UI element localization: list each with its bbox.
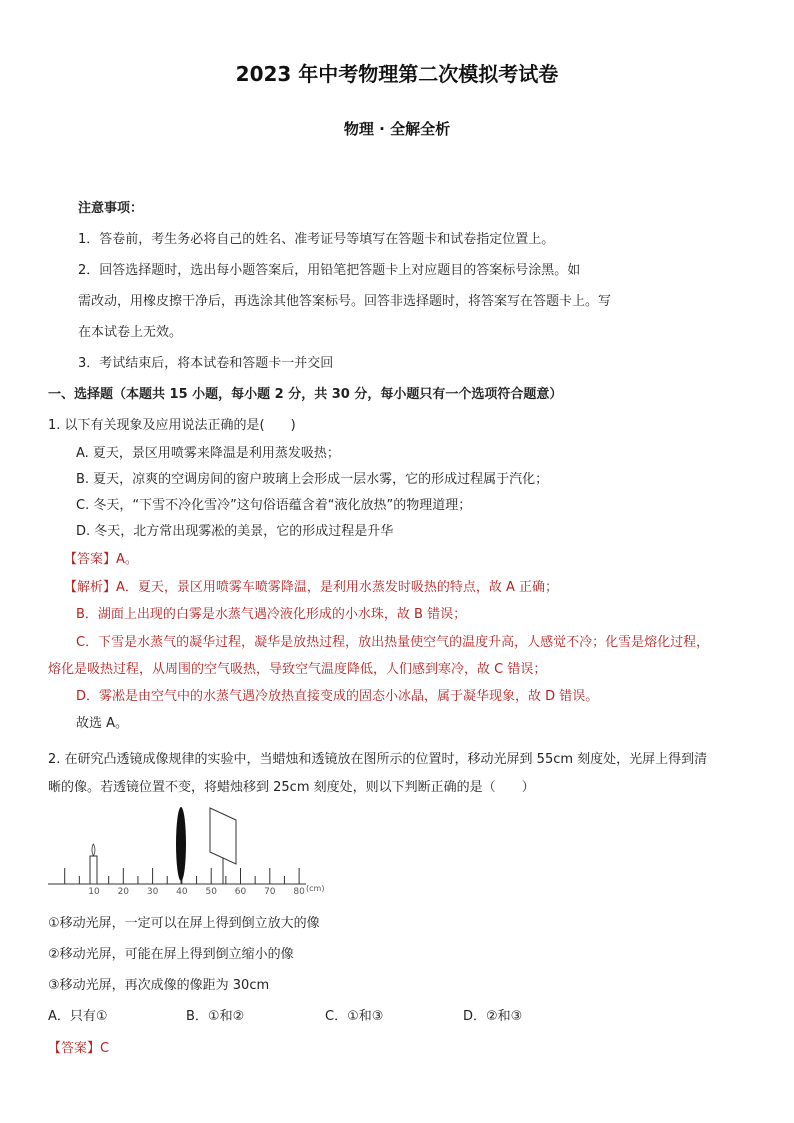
section-heading: 一、选择题（本题共 15 小题，每小题 2 分，共 30 分，每小题只有一个选项符合题意） — [48, 387, 563, 402]
q1-option-d: D. 冬天，北方常出现雾凇的美景，它的形成过程是升华 — [76, 524, 394, 539]
page-subtitle: 物理 · 全解全析 — [343, 120, 451, 138]
q1-explanation-c-line-1: C．下雪是水蒸气的凝华过程，凝华是放热过程，放出热量使空气的温度升高，人感觉不冷；化雪是熔化过程， — [76, 635, 710, 650]
q1-explanation-b: B．湖面上出现的白雾是水蒸气遇冷液化形成的小水珠，故 B 错误； — [76, 607, 467, 622]
candle-icon — [90, 844, 97, 884]
q1-option-c: C. 冬天，“下雪不冷化雪冷”这句俗语蕴含着“液化放热”的物理道理； — [76, 498, 472, 513]
q2-statement-3: ③移动光屏，再次成像的像距为 30cm — [48, 978, 270, 993]
ruler-label: 10 — [88, 887, 100, 897]
ruler-unit: (cm) — [306, 884, 325, 893]
q2-stem-line-1: 2. 在研究凸透镜成像规律的实验中，当蜡烛和透镜放在图所示的位置时，移动光屏到 55cm 刻度处，光屏上得到清 — [48, 752, 708, 767]
q2-option-d: D．②和③ — [463, 1009, 523, 1024]
notice-item-2-line-1: 2．回答选择题时，选出每小题答案后，用铅笔把答题卡上对应题目的答案标号涂黑。如 — [78, 263, 581, 278]
q2-statement-2: ②移动光屏，可能在屏上得到倒立缩小的像 — [48, 947, 294, 962]
q1-option-b: B. 夏天，凉爽的空调房间的窗户玻璃上会形成一层水雾，它的形成过程属于汽化； — [76, 472, 549, 487]
ruler-labels — [88, 887, 305, 897]
ruler-label: 20 — [117, 887, 130, 897]
notice-item-3: 3．考试结束后，将本试卷和答题卡一并交回 — [78, 356, 334, 371]
ruler-label: 30 — [146, 887, 159, 897]
notice-item-1: 1．答卷前，考生务必将自己的姓名、准考证号等填写在答题卡和试卷指定位置上。 — [78, 232, 555, 247]
q2-option-b: B．①和② — [186, 1009, 245, 1024]
q1-stem: 1. 以下有关现象及应用说法正确的是( ) — [48, 418, 296, 433]
q1-explanation-c-line-2: 熔化是吸热过程，从周围的空气吸热，导致空气温度降低，人们感到寒冷，故 C 错误； — [48, 662, 547, 677]
q1-option-a: A. 夏天，景区用喷雾来降温是利用蒸发吸热； — [76, 446, 340, 461]
q1-explanation-d: D．雾凇是由空气中的水蒸气遇冷放热直接变成的固态小冰晶，属于凝华现象，故 D 错误。 — [76, 689, 599, 704]
q2-statement-1: ①移动光屏，一定可以在屏上得到倒立放大的像 — [48, 916, 320, 931]
notice-heading: 注意事项： — [78, 201, 144, 216]
q1-answer: 【答案】A。 — [64, 552, 138, 567]
optical-bench-diagram — [44, 798, 344, 898]
q2-answer: 【答案】C — [48, 1041, 110, 1056]
ruler-label: 50 — [205, 887, 217, 897]
q1-conclusion: 故选 A。 — [76, 716, 129, 731]
q1-explanation-a: 【解析】A．夏天，景区用喷雾车喷雾降温，是利用水蒸发时吸热的特点，故 A 正确； — [64, 580, 559, 595]
q2-option-c: C．①和③ — [325, 1009, 384, 1024]
notice-item-2-line-2: 需改动，用橡皮擦干净后，再选涂其他答案标号。回答非选择题时，将答案写在答题卡上。写 — [78, 294, 612, 309]
ruler-label: 70 — [264, 887, 276, 897]
page-title: 2023 年中考物理第二次模拟考试卷 — [235, 62, 559, 86]
light-screen-icon — [210, 808, 236, 864]
ruler-label: 60 — [234, 887, 247, 897]
q2-stem-line-2: 晰的像。若透镜位置不变，将蜡烛移到 25cm 刻度处，则以下判断正确的是（ ） — [48, 780, 535, 795]
ruler-label: 40 — [176, 887, 188, 897]
ruler-label: 80 — [293, 887, 305, 897]
notice-item-2-line-3: 在本试卷上无效。 — [78, 325, 183, 340]
q2-option-a: A．只有① — [48, 1009, 108, 1024]
convex-lens-icon — [176, 807, 186, 881]
